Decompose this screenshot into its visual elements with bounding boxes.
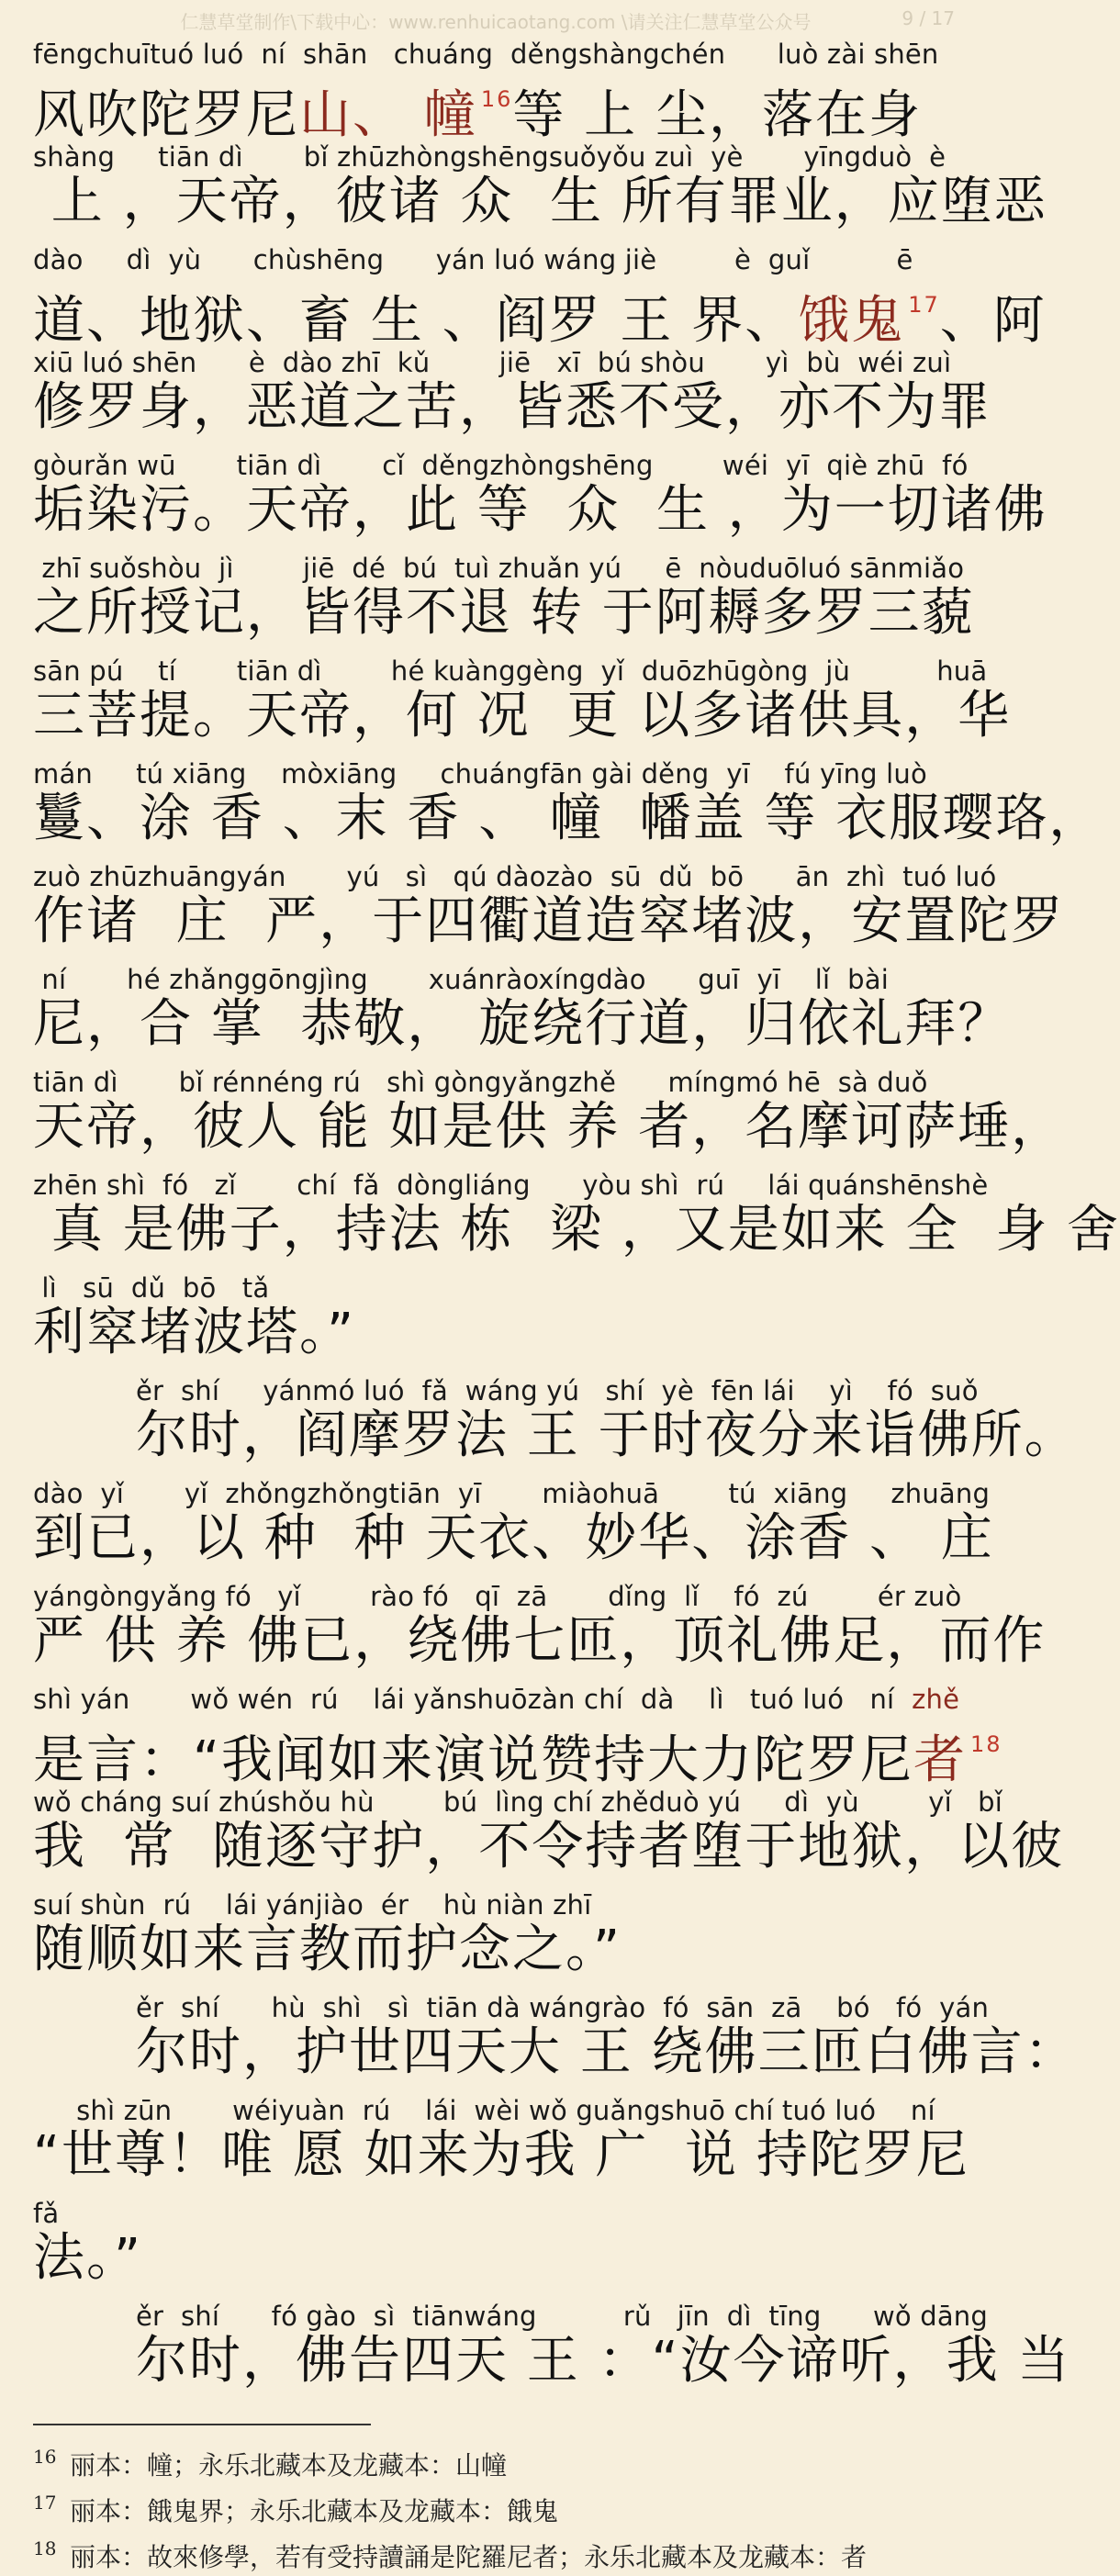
text-line	[33, 1065, 1065, 1168]
text-line	[33, 1785, 1065, 1887]
paragraph-start-line	[33, 1990, 1078, 2093]
hanzi-line: 三菩提。天帝，何 况 更 以多诸供具，华	[33, 686, 1012, 745]
pinyin-line: zhī suǒshòu jì jiē dé bú tuì zhuǎn yú ē nòuduōluó sānmiǎo	[33, 553, 965, 584]
footnote-number: 17	[33, 2492, 57, 2514]
hanzi-line: 道、地狱、畜 生 、阎罗 王 界、饿鬼 $^{17}$、阿	[33, 291, 1047, 351]
highlighted-term: 山、 幢	[299, 85, 477, 145]
hanzi-line: 之所授记，皆得不退 转 于阿耨多罗三藐	[33, 583, 975, 643]
pinyin-line: dào dì yù chùshēng yán luó wáng jiè è guǐ ē	[33, 244, 913, 275]
pinyin-line: zhēn shì fó zǐ chí fǎ dòngliáng yòu shì rú lái quánshēnshè	[33, 1170, 989, 1201]
footnotes-section	[33, 2424, 960, 2576]
footnote-marker[interactable]: 16	[480, 86, 513, 112]
pinyin-line: xiū luó shēn è dào zhī kǔ jiē xī bú shòu yì bù wéi zuì	[33, 347, 952, 378]
paragraph-start-line	[33, 2299, 1071, 2402]
text-line	[33, 962, 1012, 1065]
hanzi-line: 风吹陀罗尼山、 幢 $^{16}$等 上 尘，落在身	[33, 85, 922, 145]
text-line	[33, 2196, 965, 2299]
hanzi-line: 修罗身，恶道之苦，皆悉不受，亦不为罪	[33, 377, 991, 437]
scripture-body	[33, 37, 1120, 2402]
hanzi-line: “世尊！唯 愿 如来为我 广 说 持陀罗尼	[33, 2125, 969, 2185]
footnote-text: 丽本：幢；永乐北藏本及龙藏本：山幢	[70, 2450, 508, 2481]
hanzi-line: 到已，以 种 种 天衣、妙华、涂香 、 庄	[33, 1508, 994, 1568]
text-line	[33, 448, 1047, 551]
hanzi-line: 垢染污。天帝，此 等 众 生 ，为一切诸佛	[33, 480, 1047, 540]
hanzi-line: 尔时，护世四天大 王 绕佛三匝白佛言：	[136, 2022, 1078, 2082]
footnote-item	[33, 2438, 960, 2484]
text-line	[33, 654, 1012, 756]
hanzi-line: 利窣堵波塔。”	[33, 1303, 356, 1362]
hanzi-line: 尔时，阎摩罗法 王 于时夜分来诣佛所。	[136, 1406, 1078, 1465]
pinyin-line: ěr shí hù shì sì tiān dà wángrào fó sān zā bó fó yán	[136, 1992, 990, 2023]
pinyin-line: ní hé zhǎnggōngjìng xuánràoxíngdào guī yī lǐ bài	[33, 964, 889, 995]
footnote-number: 16	[33, 2446, 57, 2468]
pinyin-line: ěr shí fó gào sì tiānwáng rǔ jīn dì tīng wǒ dāng	[136, 2301, 988, 2332]
paragraph-start-line	[33, 1373, 1078, 1476]
page-number: 9 / 17	[902, 7, 955, 29]
hanzi-line: 随顺如来言教而护念之。”	[33, 1920, 622, 1979]
hanzi-line: 上 ，天帝，彼诸 众 生 所有罪业，应堕恶	[33, 172, 1047, 231]
footnote-item	[33, 2484, 960, 2530]
page-header	[0, 0, 991, 37]
text-line	[33, 242, 1047, 351]
pinyin-line: fēngchuītuó luó ní shān chuáng děngshàngchén luò zài shēn	[33, 39, 939, 70]
hanzi-line: 尼，合 掌 恭敬， 旋绕行道，归依礼拜？	[33, 994, 1012, 1054]
text-line	[33, 1579, 1047, 1682]
hanzi-line: 尔时，佛告四天 王 ：“汝今谛听，我 当	[136, 2331, 1071, 2391]
footnote-text: 丽本：餓鬼界；永乐北藏本及龙藏本：餓鬼	[70, 2496, 559, 2526]
hanzi-line: 法。”	[33, 2228, 143, 2288]
text-line	[33, 1682, 1002, 1790]
text-line	[33, 2093, 969, 2196]
pinyin-line: yángòngyǎng fó yǐ rào fó qī zā dǐng lǐ fó zú ér zuò	[33, 1581, 962, 1612]
text-line	[33, 1887, 965, 1990]
text-line	[33, 140, 1047, 242]
text-line	[33, 756, 1103, 859]
pinyin-line: suí shùn rú lái yánjiào ér hù niàn zhī	[33, 1889, 592, 1921]
pinyin-line: dào yǐ yǐ zhǒngzhǒngtiān yī miàohuā tú xiāng zhuāng	[33, 1478, 991, 1509]
footnote-text: 丽本：故來修學，若有受持讀誦是陀羅尼者；永乐北藏本及龙藏本：者	[70, 2542, 868, 2572]
highlighted-pinyin: zhě	[912, 1684, 960, 1715]
pinyin-line: shì zūn wéiyuàn rú lái wèi wǒ guǎngshuō chí tuó luó ní	[33, 2095, 935, 2126]
hanzi-line: 严 供 养 佛已，绕佛七匝，顶礼佛足，而作	[33, 1611, 1047, 1671]
text-line	[33, 551, 975, 654]
highlighted-term: 者	[913, 1730, 968, 1790]
text-line	[33, 37, 965, 145]
text-line	[33, 1271, 965, 1373]
hanzi-line: 真 是佛子，持法 栋 梁 ，又是如来 全 身 舍	[33, 1200, 1120, 1260]
pinyin-line: fǎ	[33, 2198, 60, 2229]
source-watermark: 仁慧草堂制作\下载中心：www.renhuicaotang.com \请关注仁慧草堂公众号	[180, 11, 812, 33]
footnote-number: 18	[33, 2537, 57, 2559]
pinyin-line: mán tú xiāng mòxiāng chuángfān gài děng yī fú yīng luò	[33, 758, 927, 790]
hanzi-line: 我 常 随逐守护，不令持者堕于地狱，以彼	[33, 1817, 1065, 1876]
text-line	[33, 345, 991, 448]
pinyin-line: lì sū dǔ bō tǎ	[33, 1272, 270, 1304]
text-line	[33, 1168, 1120, 1271]
text-line	[33, 1476, 994, 1579]
highlighted-term: 饿鬼	[798, 291, 905, 351]
text-line	[33, 859, 1065, 962]
footnote-marker[interactable]: 18	[970, 1731, 1002, 1757]
hanzi-line: 鬘、涂 香 、末 香 、 幢 幡盖 等 衣服璎珞，	[33, 789, 1103, 848]
pinyin-line: ěr shí yánmó luó fǎ wáng yú shí yè fēn lái yì fó suǒ	[136, 1375, 979, 1406]
pinyin-line: shì yán wǒ wén rú lái yǎnshuōzàn chí dà lì tuó luó ní zhě	[33, 1684, 960, 1715]
hanzi-line: 天帝，彼人 能 如是供 养 者，名摩诃萨埵，	[33, 1097, 1065, 1157]
pinyin-line: wǒ cháng suí zhúshǒu hù bú lìng chí zhěduò yú dì yù yǐ bǐ	[33, 1786, 1002, 1818]
footnote-marker[interactable]: 17	[908, 292, 940, 318]
footnote-divider	[33, 2424, 371, 2425]
pinyin-line: tiān dì bǐ rénnéng rú shì gòngyǎngzhě míngmó hē sà duǒ	[33, 1067, 928, 1098]
hanzi-line: 是言：“我闻如来演说赞持大力陀罗尼者 $^{18}$	[33, 1730, 1002, 1790]
hanzi-line: 作诸 庄 严，于四衢道造窣堵波，安置陀罗	[33, 891, 1065, 951]
pinyin-line: sān pú tí tiān dì hé kuànggèng yǐ duōzhūgòng jù huā	[33, 655, 988, 687]
footnote-item	[33, 2530, 960, 2576]
pinyin-line: gòurǎn wū tiān dì cǐ děngzhòngshēng wéi yī qiè zhū fó	[33, 450, 969, 481]
pinyin-line: shàng tiān dì bǐ zhūzhòngshēngsuǒyǒu zuì yè yīngduò è	[33, 141, 946, 173]
pinyin-line: zuò zhūzhuāngyán yú sì qú dàozào sū dǔ bō ān zhì tuó luó	[33, 861, 997, 892]
